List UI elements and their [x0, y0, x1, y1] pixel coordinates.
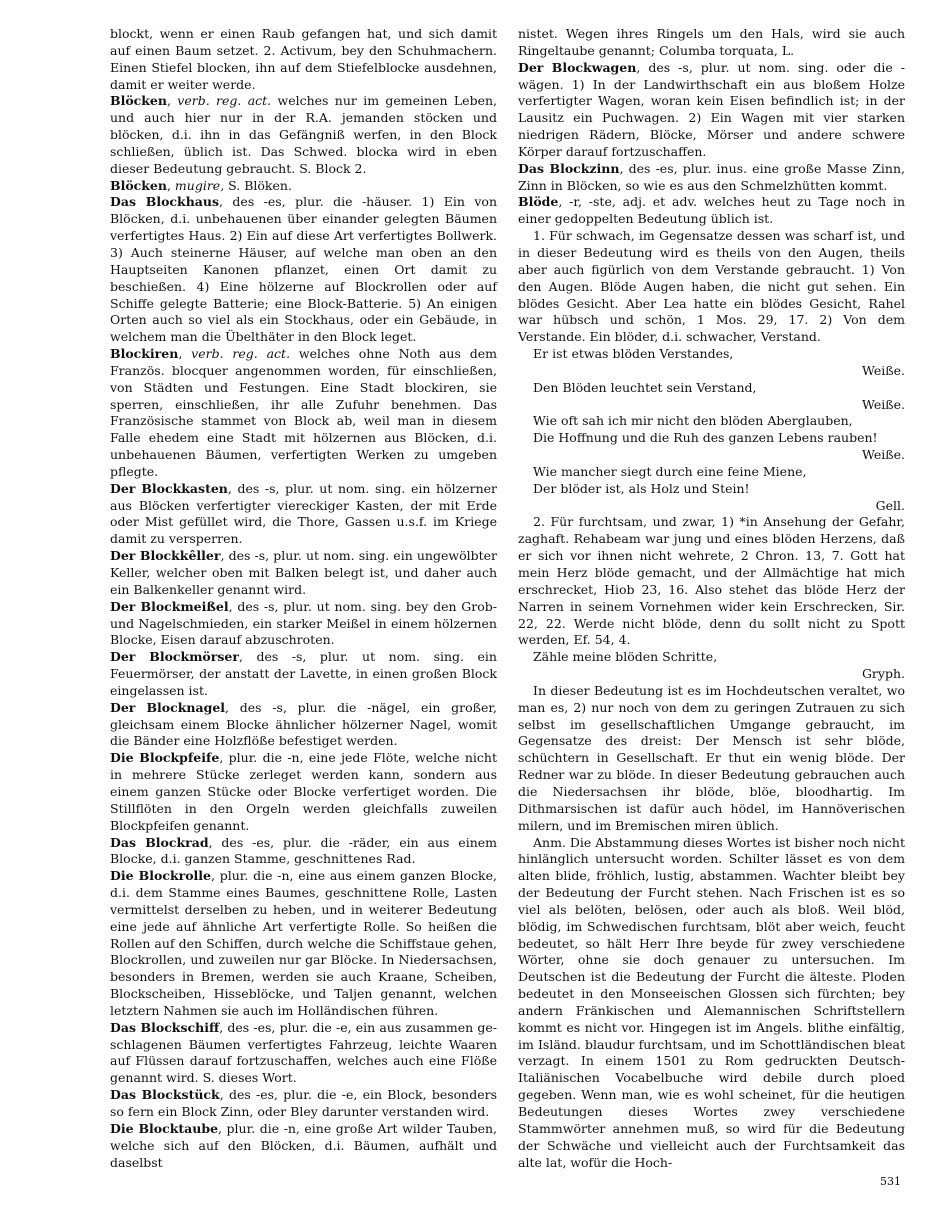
paragraph — [110, 26, 497, 93]
entry-text: des -es, plur. die -häuser. 1) Ein von Blöcken, d.i. unbehauenen über einander gelegten Bäumen verfertigtes Haus. 2) Ein auf diese Art verfertigtes Bollwerk. 3) Auch steinerne Häuser, auf welche man oben an den Hauptseiten Kanonen pflanzet, einen Ort damit zu beschießen. 4) Eine hölzerne auf Blockrollen oder auf Schiffe gelegte Batterie; eine Block-Batterie. 5) An einigen Orten auch so viel als ein Stockhaus, oder ein Gebäude, in welchem man die Übelthäter in den Block leget. — [110, 194, 497, 345]
paragraph — [518, 683, 905, 835]
entry-text: 2. Für furchtsam, und zwar, 1) *in Ansehung der Gefahr, zaghaft. Rehabeam war jung und eines blöden Herzens, daß er sich vor ihnen nicht wehrete, 2 Chron. 13, 7. Gott hat mein Herz blöde gemacht, und der Allmächtige hat mich erschrecket, Hiob 23, 16. Also stehet das blöde Herz der Narren in seinem Vornehmen wider kein Erschrecken, Sir. 22, 22. Werde nicht blöde, denn du sollt nicht zu Spott werden, Ef. 54, 4. — [518, 514, 905, 648]
entry-text: welches ohne Noth aus dem Französ. blocquer angenommen worden, für einschließen, von Städten und Festungen. Eine Stadt blockiren, sie sperren, einschließen, ihr alle Zufuhr benehmen. Das Französische stammet von Block ab, weil man in diesem Falle ehedem eine Stadt mit hölzernen aus Blöcken, d.i. unbehauenen Bäumen, verfertigten Werken zu umgeben pflegte. — [110, 346, 497, 479]
verse-line: Wie mancher siegt durch eine feine Miene, — [533, 463, 807, 479]
verse-line: Er ist etwas blöden Verstandes, — [533, 346, 734, 362]
entry-text: des -s, plur. ut nom. sing. ein hölzerner aus Blöcken verfertigter viereckiger Kasten, der mit Erde oder Mist gefüllet wird, die Thore, Gassen u.s.f. im Kriege damit zu versperren. — [110, 480, 497, 547]
entry-text: 1. Für schwach, im Gegensatze dessen was scharf ist, und in dieser Bedeutung wird es theils von den Augen, theils aber auch figürlich von dem Verstande gebraucht. 1) Von den Augen. Blöde Augen haben, die nicht gut sehen. Ein blödes Gesicht. Aber Lea hatte ein blödes Gesicht, Rahel war hübsch und schön, 1 Mos. 29, 17. 2) Von dem Verstande. Ein blöder, d.i. schwacher, Verstand. — [518, 228, 905, 345]
entry-headword: Blöde — [518, 194, 559, 210]
entry-grammar: verb. reg. act. — [191, 346, 291, 362]
verse-block — [518, 413, 905, 464]
dictionary-entry: Der Blockkasten, des -s, plur. ut nom. sing. ein hölzerner aus Blöcken verfertigter viereckiger Kasten, der mit Erde oder Mist gefüllet wird, die Thore, Gassen u.s.f. im Kriege damit zu versperren. — [110, 480, 497, 547]
verse-line: Zähle meine blöden Schritte, — [533, 649, 718, 665]
entry-text: des -es, plur. die -räder, ein aus einem Blocke, d.i. ganzen Stamme, geschnittenes Rad. — [110, 834, 497, 867]
page-number: 531 — [880, 1175, 901, 1188]
verse-line: Der blöder ist, als Holz und Stein! — [533, 480, 750, 496]
entry-text: -r, -ste, adj. et adv. welches heut zu Tage noch in einer gedoppelten Bedeutung üblich ist. — [518, 194, 906, 227]
entry-headword: Das Blockschiff — [110, 1019, 220, 1035]
dictionary-entry: Blockiren, verb. reg. act. welches ohne Noth aus dem Französ. blocquer angenommen worden, für einschließen, von Städten und Festungen. Eine Stadt blockiren, sie sperren, einschließen, ihr alle Zufuhr benehmen. Das Französische stammet von Block ab, weil man in diesem Falle ehedem eine Stadt mit hölzernen aus Blöcken, d.i. unbehauenen Bäumen, verfertigten Werken zu umgeben pflegte. — [110, 346, 497, 479]
verse-attribution: Weiße. — [862, 362, 905, 378]
dictionary-entry: Der Blocknagel, des -s, plur. die -nägel, ein großer, gleichsam einem Blocke ähnlicher hölzerner Nagel, womit die Bänder eine Holzflöße befestiget werden. — [110, 699, 497, 749]
entry-text: blockt, wenn er einen Raub gefangen hat, und sich damit auf einen Baum setzet. 2. Activum, bey den Schuhmachern. Einen Stiefel blocken, ihn auf dem Stiefelblocke ausdehnen, damit er weiter werde. — [110, 26, 497, 92]
dictionary-entry: Das Blockzinn, des -es, plur. inus. eine große Masse Zinn, Zinn in Blöcken, so wie es aus den Schmelzhütten kommt. — [518, 160, 905, 193]
paragraph — [518, 228, 905, 346]
entry-headword: Der Blockmörser — [110, 649, 239, 665]
entry-headword: Das Blockrad — [110, 834, 209, 850]
verse-line: Wie oft sah ich mir nicht den blöden Aberglauben, — [533, 413, 853, 429]
dictionary-entry: Das Blockrad, des -es, plur. die -räder, ein aus einem Blocke, d.i. ganzen Stamme, geschnittenes Rad. — [110, 834, 497, 867]
verse-line: Die Hoffnung und die Ruh des ganzen Lebens rauben! — [533, 430, 878, 446]
entry-headword: Blöcken — [110, 93, 167, 109]
entry-headword: Das Blockzinn — [518, 160, 620, 176]
entry-headword: Der Blockwagen — [518, 59, 637, 75]
entry-text: des -s, plur. ut nom. sing. ein Feuermörser, der anstatt der Lavette, in einen großen Block eingelassen ist. — [110, 649, 497, 698]
verse-block — [518, 649, 905, 683]
entry-text: plur. die -n, eine jede Flöte, welche nicht in mehrere Stücke zerleget werden kann, sondern aus einem ganzen Stücke oder Blocke verfertiget worden. Die Stillflöten in den Orgeln werden gleichfalls zuweilen Blockpfeifen genannt. — [110, 750, 498, 833]
dictionary-entry: Der Blockkêller, des -s, plur. ut nom. sing. ein ungewölbter Keller, welcher oben mit Balken belegt ist, und daher auch ein Balkenkeller genannt wird. — [110, 548, 497, 597]
entry-text: des -s, plur. die -nägel, ein großer, gleichsam einem Blocke ähnlicher hölzerner Nagel, womit die Bänder eine Holzflöße befestiget werden. — [110, 699, 497, 749]
dictionary-entry: Die Blocktaube, plur. die -n, eine große Art wilder Tauben, welche sich auf den Blöcken, d.i. Bäumen, aufhält und daselbst — [110, 1120, 497, 1170]
entry-headword: Blöcken — [110, 177, 167, 193]
dictionary-entry: Die Blockrolle, plur. die -n, eine aus einem ganzen Blocke, d.i. dem Stamme eines Baumes, geschnittene Rolle, Lasten vermittelst derselben zu heben, und in weiterer Bedeutung eine jede auf ähnliche Art verfertigte Rolle. So heißen die Rollen auf den Schiffen, durch welche die Schiffstaue gehen, Blockrollen, und zuweilen nur gar Blöcke. In Niedersachsen, besonders in Bremen, werden sie auch Kraane, Scheiben, Blockscheiben, Hisseblöcke, und Taljen genannt, welchen letztern Nahmen sie auch im Holländischen führen. — [110, 868, 497, 1018]
entry-text: S. Blöken. — [228, 177, 292, 193]
entry-text: welches nur im gemeinen Leben, und auch hier nur in der R.A. jemanden stöcken und blöcken, d.i. ihn in das Gefängniß werfen, in den Block schließen, üblich ist. Das Schwed. blocka wird in eben dieser Bedeutung gebraucht. S. Block 2. — [110, 93, 498, 176]
entry-grammar: mugire, — [174, 177, 225, 193]
entry-headword: Der Blocknagel — [110, 699, 226, 715]
entry-headword: Das Blockhaus — [110, 194, 220, 210]
dictionary-entry: Blöcken, mugire, S. Blöken. — [110, 177, 292, 193]
verse-block — [518, 380, 905, 414]
left-column — [110, 26, 497, 1171]
entry-text: Anm. Die Abstammung dieses Wortes ist bisher noch nicht hinlänglich untersucht worden. Schilter lässet es von dem alten blide, fröhlich, lustig, abstammen. Wachter bleibt bey der Bedeutung der Furcht stehen. Nach Frischen ist es so viel als belöten, belösen, oder auch als bloß. Weil blöd, blödig, im Schwedischen furchtsam, blöt aber weich, feucht bedeutet, so hält Herr Ihre beyde für zwey verschiedene Wörter, ohne sie doch genauer zu untersuchen. Im Deutschen ist die Bedeutung der Furcht die älteste. Ploden bedeutet in den Monseeischen Glossen sich fürchten; bey andern Fränkischen und Alemannischen Schriftstellern kommt es nicht vor. Hingegen ist im Angels. blithe einfältig, im Isländ. blaudur furchtsam, und im Schottländischen bleat verzagt. In einem 1501 zu Rom gedruckten Deutsch-Italiänischen Vocabelbuche wird debile durch ploed gegeben. Wenn man, wie es wohl scheinet, für die heutigen Bedeutungen dieses Wortes zwey verschiedene Stammwörter annehmen muß, so wird für die Bedeutung der Schwäche und vielleicht auch der Furchtsamkeit das alte lat, wofür die Hoch- — [518, 834, 905, 1170]
entry-text: plur. die -n, eine große Art wilder Tauben, welche sich auf den Blöcken, d.i. Bäumen, aufhält und daselbst — [110, 1120, 497, 1170]
entry-text: In dieser Bedeutung ist es im Hochdeutschen veraltet, wo man es, 2) nur noch von dem zu geringen Zutrauen zu sich selbst im gesellschaftlichen Umgange gebraucht, im Gegensatze des dreist: Der Mensch ist sehr blöde, schüchtern in Gesellschaft. Er thut ein wenig blöde. Der Redner war zu blöde. In dieser Bedeutung gebrauchen auch die Niedersachsen ihr blöde, blöe, bloodhartig. Im Dithmarsischen ist dafür auch hödel, im Hannöverischen milern, und im Bremischen miren üblich. — [518, 682, 905, 833]
entry-grammar: verb. reg. act. — [177, 93, 272, 109]
entry-text: plur. die -n, eine aus einem ganzen Blocke, d.i. dem Stamme eines Baumes, geschnittene Rolle, Lasten vermittelst derselben zu heben, und in weiterer Bedeutung eine jede auf ähnliche Art verfertigte Rolle. So heißen die Rollen auf den Schiffen, durch welche die Schiffstaue gehen, Blockrollen, und zuweilen nur gar Blöcke. In Niedersachsen, besonders in Bremen, werden sie auch Kraane, Scheiben, Blockscheiben, Hisseblöcke, und Taljen genannt, welchen letztern Nahmen sie auch im Holländischen führen. — [110, 868, 497, 1018]
entry-headword: Der Blockmeißel — [110, 598, 229, 614]
verse-attribution: Gryph. — [861, 666, 905, 682]
verse-attribution: Gell. — [875, 497, 905, 513]
entry-headword: Blockiren — [110, 346, 179, 362]
entry-text: des -es, plur. die -e, ein aus zusammen geschlagenen Bäumen verfertigtes Fahrzeug, leichte Waaren auf Flüssen darauf fortzuschaffen, welches auch eine Flöße genannt wird. S. dieses Wort. — [110, 1019, 497, 1086]
entry-headword: Der Blockkasten — [110, 480, 228, 496]
paragraph — [518, 835, 905, 1172]
paragraph — [518, 514, 905, 649]
entry-text: des -s, plur. ut nom. sing. oder die -wägen. 1) In der Landwirthschaft ein aus bloßem Holze verfertigter Wagen, woran kein Eisen befindlich ist; in der Lausitz ein Puchwagen. 2) Ein Wagen mit vier starken niedrigen Rädern, Blöcke, Mörser und andere schwere Körper darauf fortzuschaffen. — [518, 59, 905, 159]
dictionary-entry: Blöde, -r, -ste, adj. et adv. welches heut zu Tage noch in einer gedoppelten Bedeutung üblich ist. — [518, 194, 906, 227]
dictionary-entry: Die Blockpfeife, plur. die -n, eine jede Flöte, welche nicht in mehrere Stücke zerleget werden kann, sondern aus einem ganzen Stücke oder Blocke verfertiget worden. Die Stillflöten in den Orgeln werden gleichfalls zuweilen Blockpfeifen genannt. — [110, 750, 498, 833]
right-column — [518, 26, 905, 1171]
verse-block — [518, 464, 905, 515]
dictionary-entry: Der Blockmörser, des -s, plur. ut nom. sing. ein Feuermörser, der anstatt der Lavette, in einen großen Block eingelassen ist. — [110, 649, 497, 698]
entry-headword: Das Blockstück — [110, 1087, 220, 1103]
verse-block — [518, 346, 905, 380]
dictionary-entry: Das Blockschiff, des -es, plur. die -e, ein aus zusammen geschlagenen Bäumen verfertigtes Fahrzeug, leichte Waaren auf Flüssen darauf fortzuschaffen, welches auch eine Flöße genannt wird. S. dieses Wort. — [110, 1019, 497, 1086]
entry-text: des -es, plur. inus. eine große Masse Zinn, Zinn in Blöcken, so wie es aus den Schmelzhütten kommt. — [518, 160, 905, 193]
entry-headword: Der Blockkêller — [110, 548, 221, 564]
verse-line: Den Blöden leuchtet sein Verstand, — [533, 379, 757, 395]
verse-attribution: Weiße. — [862, 396, 905, 412]
paragraph — [518, 26, 905, 60]
entry-text: des -es, plur. die -e, ein Block, besonders so fern ein Block Zinn, oder Bley darunter verstanden wird. — [110, 1087, 497, 1119]
entry-text: nistet. Wegen ihres Ringels um den Hals, wird sie auch Ringeltaube genannt; Columba torquata, L. — [518, 26, 905, 58]
entry-headword: Die Blockrolle — [110, 868, 211, 884]
dictionary-entry: Der Blockwagen, des -s, plur. ut nom. sing. oder die -wägen. 1) In der Landwirthschaft ein aus bloßem Holze verfertigter Wagen, woran kein Eisen befindlich ist; in der Lausitz ein Puchwagen. 2) Ein Wagen mit vier starken niedrigen Rädern, Blöcke, Mörser und andere schwere Körper darauf fortzuschaffen. — [518, 59, 905, 159]
entry-text: des -s, plur. ut nom. sing. bey den Grob- und Nagelschmieden, ein starker Meißel in einem hölzernen Blocke, Eisen darauf abzuschroten. — [110, 598, 497, 648]
dictionary-entry: Blöcken, verb. reg. act. welches nur im gemeinen Leben, und auch hier nur in der R.A. jemanden stöcken und blöcken, d.i. ihn in das Gefängniß werfen, in den Block schließen, üblich ist. Das Schwed. blocka wird in eben dieser Bedeutung gebraucht. S. Block 2. — [110, 93, 498, 176]
verse-attribution: Weiße. — [862, 447, 905, 463]
entry-headword: Die Blocktaube — [110, 1120, 219, 1136]
entry-headword: Die Blockpfeife — [110, 750, 220, 766]
dictionary-entry: Das Blockhaus, des -es, plur. die -häuser. 1) Ein von Blöcken, d.i. unbehauenen über einander gelegten Bäumen verfertigtes Haus. 2) Ein auf diese Art verfertigtes Bollwerk. 3) Auch steinerne Häuser, auf welche man oben an den Hauptseiten Kanonen pflanzet, einen Ort damit zu beschießen. 4) Eine hölzerne auf Blockrollen oder auf Schiffe gelegte Batterie; eine Block-Batterie. 5) An einigen Orten auch so viel als ein Stockhaus, oder ein Gebäude, in welchem man die Übelthäter in den Block leget. — [110, 194, 497, 345]
dictionary-entry: Der Blockmeißel, des -s, plur. ut nom. sing. bey den Grob- und Nagelschmieden, ein starker Meißel in einem hölzernen Blocke, Eisen darauf abzuschroten. — [110, 598, 497, 648]
entry-text: des -s, plur. ut nom. sing. ein ungewölbter Keller, welcher oben mit Balken belegt ist, und daher auch ein Balkenkeller genannt wird. — [110, 548, 497, 597]
dictionary-entry: Das Blockstück, des -es, plur. die -e, ein Block, besonders so fern ein Block Zinn, oder Bley darunter verstanden wird. — [110, 1087, 497, 1119]
